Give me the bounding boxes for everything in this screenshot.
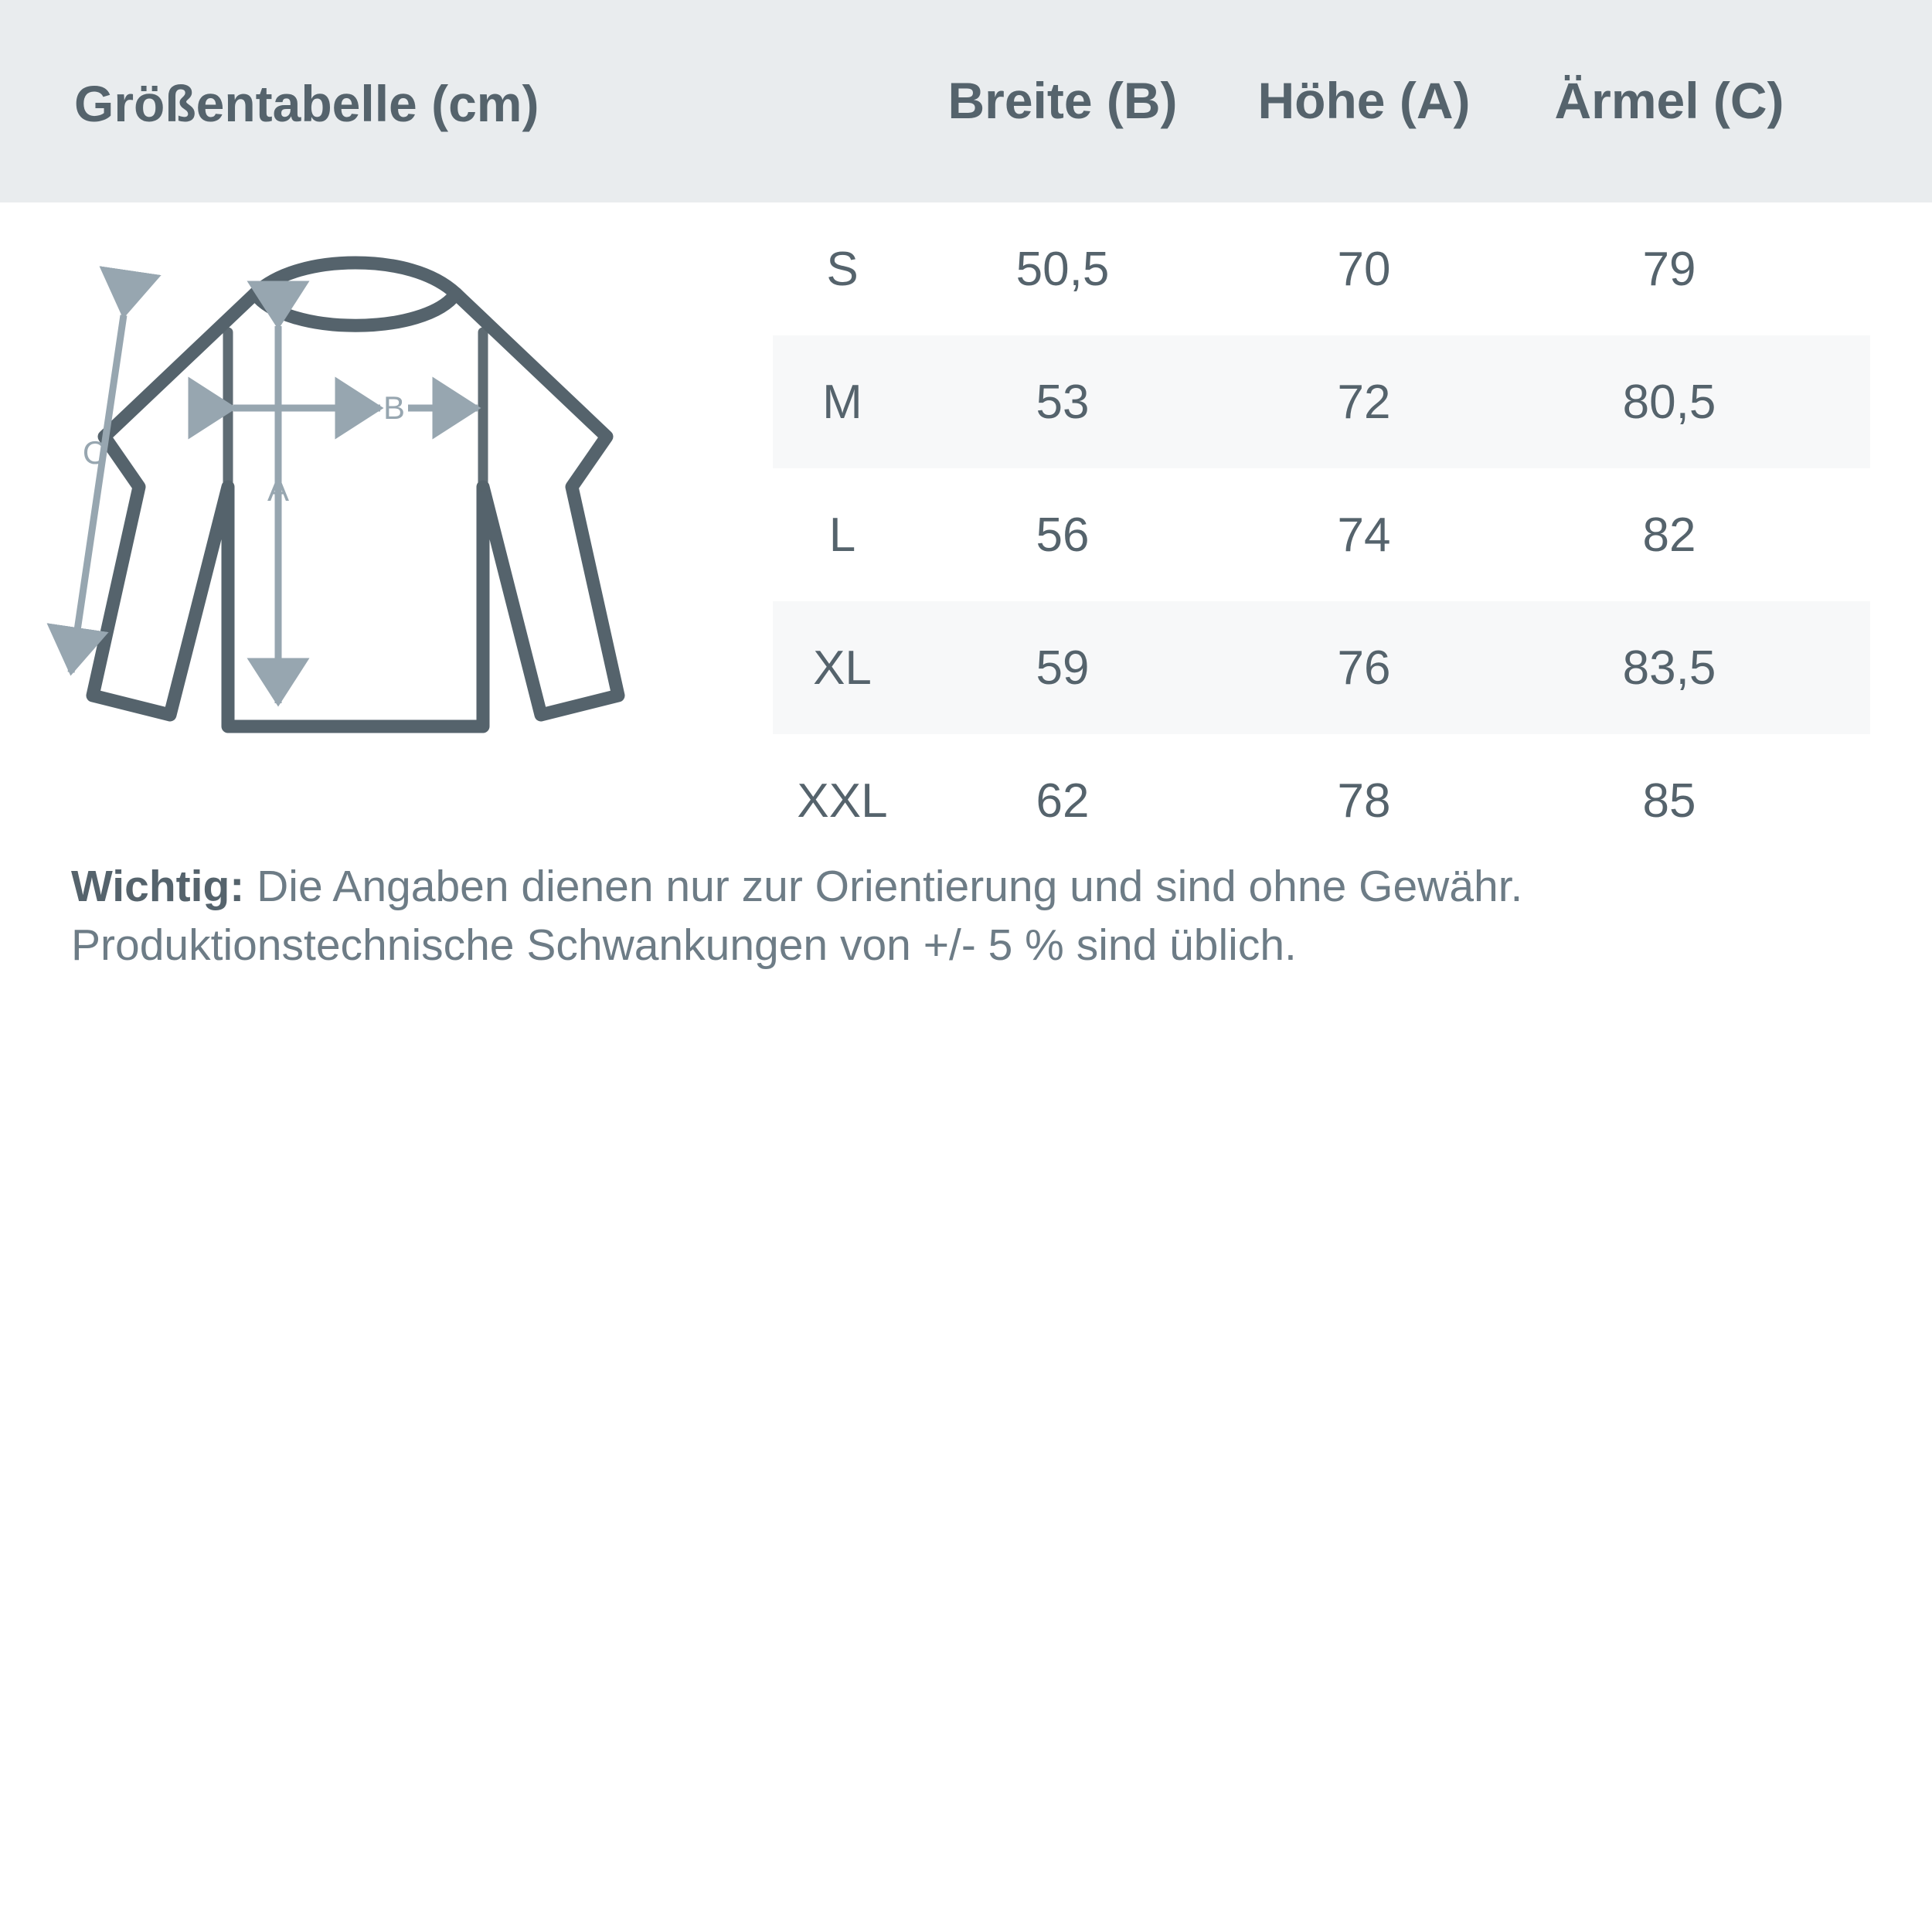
cell-aermel: 82 bbox=[1642, 508, 1696, 562]
cell-hoehe: 74 bbox=[1337, 508, 1391, 562]
height-label: A bbox=[267, 471, 290, 508]
cell-breite: 53 bbox=[1036, 375, 1090, 429]
table-row bbox=[773, 734, 1870, 867]
cell-breite: 62 bbox=[1036, 774, 1090, 828]
cell-aermel: 83,5 bbox=[1622, 641, 1716, 695]
cell-breite: 56 bbox=[1036, 508, 1090, 562]
sleeve-label: C bbox=[82, 434, 107, 471]
table-row bbox=[773, 202, 1870, 335]
cell-hoehe: 72 bbox=[1337, 375, 1391, 429]
cell-hoehe: 70 bbox=[1337, 242, 1391, 296]
table-row bbox=[773, 468, 1870, 601]
cell-hoehe: 78 bbox=[1337, 774, 1391, 828]
page-title: Größentabelle (cm) bbox=[74, 75, 539, 132]
column-headers bbox=[773, 71, 1870, 130]
width-label: B bbox=[383, 389, 406, 426]
shirt-collar bbox=[255, 294, 456, 325]
cell-size: M bbox=[822, 375, 862, 429]
shirt-outline bbox=[93, 263, 618, 726]
column-header-aermel: Ärmel (C) bbox=[1554, 72, 1784, 129]
chart-header-band bbox=[0, 0, 1932, 202]
column-header-hoehe: Höhe (A) bbox=[1257, 72, 1471, 129]
cell-aermel: 80,5 bbox=[1622, 375, 1716, 429]
cell-aermel: 79 bbox=[1642, 242, 1696, 296]
cell-breite: 59 bbox=[1036, 641, 1090, 695]
cell-breite: 50,5 bbox=[1015, 242, 1110, 296]
disclaimer-label: Wichtig: bbox=[71, 862, 245, 911]
size-table bbox=[773, 202, 1870, 867]
column-header-breite: Breite (B) bbox=[947, 72, 1178, 129]
shirt-diagram bbox=[31, 232, 757, 788]
longsleeve-shirt-icon bbox=[31, 232, 757, 788]
table-row bbox=[773, 335, 1870, 468]
cell-size: L bbox=[828, 508, 856, 562]
cell-hoehe: 76 bbox=[1337, 641, 1391, 695]
cell-aermel: 85 bbox=[1642, 774, 1696, 828]
disclaimer-text: Die Angaben dienen nur zur Orientierung und sind ohne Gewähr. Produktionstechnische Schwankungen von +/- 5 % sind üblich. bbox=[71, 862, 1523, 970]
cell-size: XL bbox=[813, 641, 872, 695]
table-row bbox=[773, 601, 1870, 734]
disclaimer-note bbox=[71, 858, 1872, 975]
cell-size: S bbox=[826, 242, 859, 296]
cell-size: XXL bbox=[797, 774, 888, 828]
